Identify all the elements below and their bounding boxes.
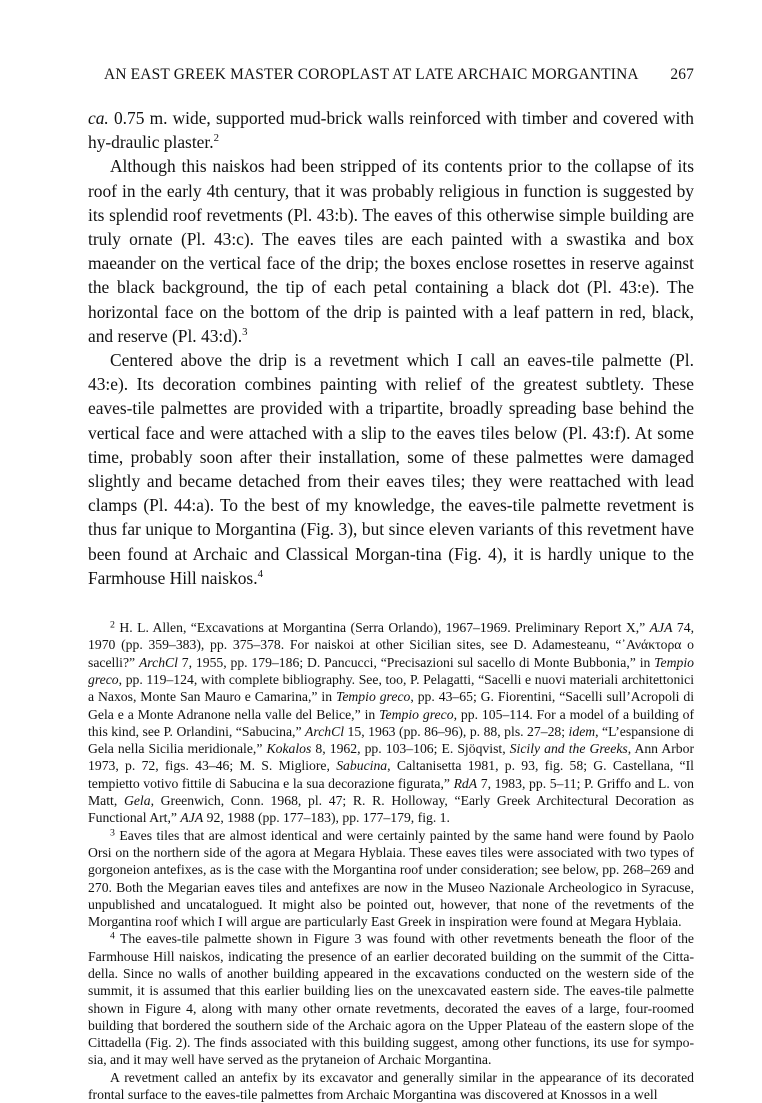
abbrev-ca: ca. [88, 108, 109, 128]
paragraph-2-text: Although this naiskos had been stripped of its contents prior to the collapse of its roof in the early 4th century, that it was probably religious in function is suggested by its splendid roof revetments (Pl. 43:b). The eaves of this otherwise simple building are truly ornate (Pl. 43:c). The eaves tiles are each painted with a swastika and box maeander on the vertical face of the drip; the boxes enclose rosettes in reserve against the black background, the tip of each petal containing a black dot (Pl. 43:e). The horizontal face on the bottom of the drip is painted with a leaf pattern in red, black, and reserve (Pl. 43:d). [88, 156, 694, 346]
footnote-2-text: 7, 1955, pp. 179–186; D. Pancucci, “Precisazioni sul sacello di Monte Bubbonia,” in [177, 654, 655, 670]
book-title: Gela [123, 793, 151, 809]
footnote-2-text: 92, 1988 (pp. 177–183), pp. 177–179, fig. 1. [203, 810, 450, 826]
book-title: Tempio greco [335, 689, 411, 705]
paragraph-2 [88, 154, 694, 348]
paragraph-1 [88, 106, 694, 154]
footnote-2-text: o sacelli?” [88, 637, 695, 670]
journal-title: ArchCl [305, 723, 345, 739]
footnote-2-text: 8, 1962, pp. 103–106; E. Sjöqvist, [311, 741, 510, 757]
paragraph-1-text: 0.75 m. wide, supported mud-brick walls reinforced with timber and covered with hy-draulic plaster. [88, 108, 694, 153]
footnote-2-text: , Greenwich, Conn. 1968, pl. 47; R. R. Holloway, “Early Greek Architectural Decoration as Functional Art,” [88, 793, 694, 826]
footnote-2-text: , pp. 43–65; G. Fiorentini, “Sacelli sull’Acropoli di Gela e a Monte Adranone nella valle del Belice,” in [88, 689, 695, 722]
book-title: Sabucina [336, 758, 388, 774]
footnote-2-text: , Caltanisetta 1981, p. 93, fig. 58; G. Castellana, “Il tempietto votivo fittile di Sabucina e la sua decorazione figurata,” [88, 758, 694, 791]
footnote-2-text: , pp. 105–114. For a model of a building of this kind, see P. Orlandini, “Sabucina,” [88, 706, 694, 739]
paragraph-3 [88, 348, 694, 590]
footnote-2-text: , Ann Arbor 1973, p. 72, figs. 43–46; M. S. Migliore, [88, 741, 695, 774]
journal-title: AJA [180, 810, 204, 826]
page [88, 66, 694, 1103]
page-number: 267 [670, 66, 694, 83]
footnote-3-number: 3 [110, 827, 115, 839]
footnote-2-text: 15, 1963 (pp. 86–96), p. 88, pls. 27–28; [344, 723, 569, 739]
footnote-2-text: 74, 1970 (pp. 359–383), pp. 375–378. For naiskoi at other Sicilian sites, see D. Adamesteanu, “ [88, 620, 695, 653]
running-title: AN EAST GREEK MASTER COROPLAST AT LATE ARCHAIC MORGANTINA [104, 66, 639, 83]
footnote-4-number: 4 [110, 930, 115, 942]
footnote-4-continuation-text: A revetment called an antefix by its excavator and generally similar in the appearance of its decorated frontal surface to the eaves-tile palmettes from Archaic Morgantina was discovered at Knossos in a well [88, 1069, 694, 1103]
footnote-4 [88, 930, 694, 1068]
footnote-ref-3[interactable]: 3 [242, 326, 248, 339]
footnote-4-continuation [88, 1069, 694, 1103]
paragraph-3-text: Centered above the drip is a revetment which I call an eaves-tile palmette (Pl. 43:e). Its decoration combines painting with relief of the greatest subtlety. These eaves-tile palmettes are provided with a tripartite, broadly spreading base behind the vertical face and were attached with a slip to the eaves tiles below (Pl. 43:f). At some time, probably soon after their installation, some of these palmettes were damaged slightly and became detached from their eaves tiles; they were reattached with lead clamps (Pl. 44:a). To the best of my knowledge, the eaves-tile palmette revetment is thus far unique to Morgantina (Fig. 3), but since eleven variants of this revetment have been found at Archaic and Classical Morgan-tina (Fig. 4), it is hardly unique to the Farmhouse Hill naiskos. [88, 350, 694, 588]
book-title: Tempio greco [88, 654, 694, 687]
book-title: Tempio greco [379, 706, 454, 722]
footnote-3-text: Eaves tiles that are almost identical and were certainly painted by the same hand were found by Paolo Orsi on the northern side of the agora at Megara Hyblaia. These eaves tiles were associated with two types of gorgoneion antefixes, as is the case with the Morgantina roof under consideration; see below, pp. 268–269 and 270. Both the Megarian eaves tiles and antefixes are now in the Museo Nazionale Archeologico in Syracuse, unpublished and uncatalogued. It might also be pointed out, however, that none of the revetments of the Morgantina roof which I will argue are particularly East Greek in inspiration were found at Megara Hyblaia. [88, 827, 694, 930]
body-text [88, 106, 694, 590]
footnote-2 [88, 619, 694, 827]
footnote-3 [88, 827, 694, 931]
footnotes [88, 619, 694, 1103]
journal-title: ArchCl [138, 654, 178, 670]
footnote-2-text: , “L’espansione di Gela nella Sicilia meridionale,” [88, 723, 694, 757]
footnote-2-text: H. L. Allen, “Excavations at Morgantina (Serra Orlando), 1967–1969. Preliminary Report X,” [114, 620, 650, 636]
greek-word: ᾿Ανάκτορα [621, 637, 682, 653]
footnote-2-text: 7, 1983, pp. 5–11; P. Griffo and L. von Matt, [88, 775, 694, 809]
journal-title: AJA [649, 620, 673, 636]
footnote-4-text: The eaves-tile palmette shown in Figure 3 was found with other revetments beneath the floor of the Farmhouse Hill naiskos, indicating the presence of an earlier decorated building on the summit of the Citta-della. Since no walls of another building appeared in the excavations conducted on the western side of the summit, it is assumed that this earlier building lies on the unexcavated eastern side. The eaves-tile palmette shown in Figure 4, along with many other ornate revetments, decorated the eaves of a large, four-roomed building that bordered the southern side of the Archaic agora on the Upper Plateau of the eastern slope of the Cittadella (Fig. 2). The finds associated with this building suggest, among other functions, its use for sympo-sia, and it may well have served as the prytaneion of Archaic Morgantina. [88, 931, 694, 1068]
idem: idem [568, 723, 596, 739]
footnote-ref-2[interactable]: 2 [213, 132, 219, 145]
journal-title: Kokalos [266, 741, 312, 757]
footnote-2-text: , pp. 119–124, with complete bibliography. See, too, P. Pelagatti, “Sacelli e nuovi materiali architettonici a Naxos, Monte San Mauro e Camarina,” in [88, 671, 694, 705]
running-header [104, 66, 694, 90]
footnote-2-number: 2 [110, 619, 115, 631]
footnote-ref-4[interactable]: 4 [257, 568, 263, 581]
book-title: Sicily and the Greeks [509, 741, 628, 757]
journal-title: RdA [453, 775, 478, 791]
